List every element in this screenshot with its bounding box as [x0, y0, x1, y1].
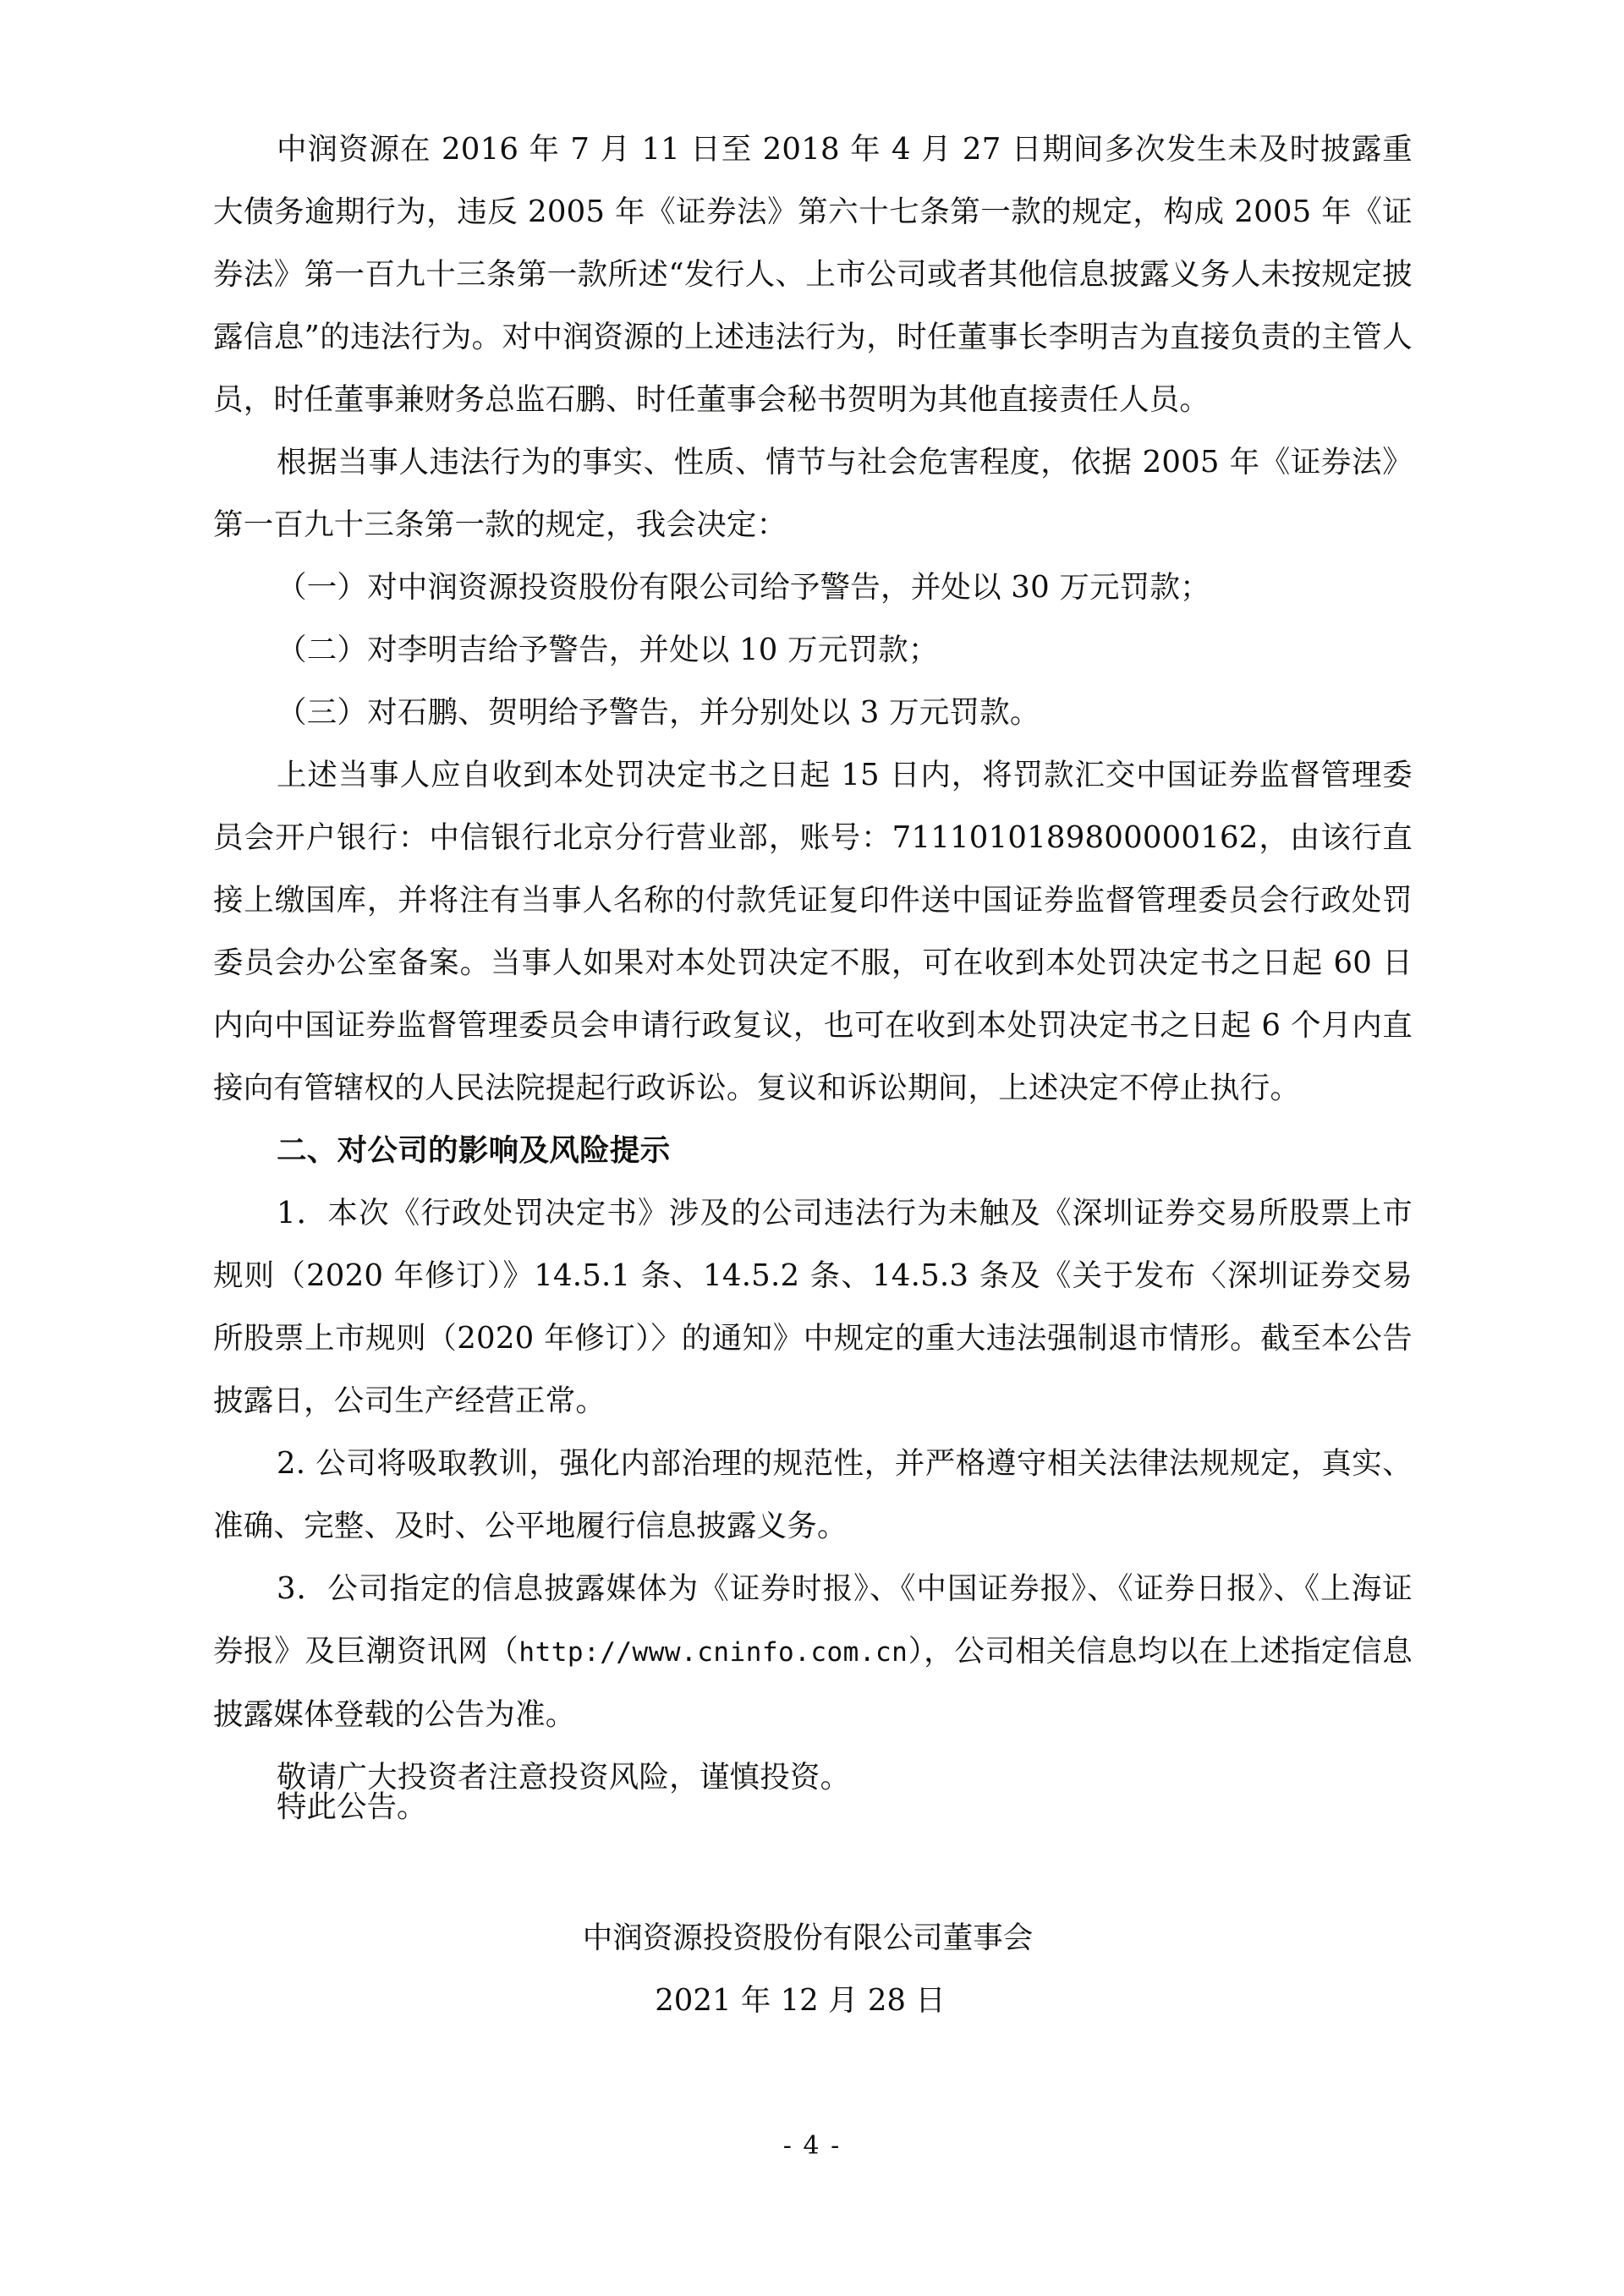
investor-risk-notice: 敬请广大投资者注意投资风险，谨慎投资。: [277, 1760, 851, 1795]
impact-item-2: 2. 公司将吸取教训，强化内部治理的规范性，并严格遵守相关法律法规规定，真实、准确、完整、及时、公平地履行信息披露义务。: [213, 1446, 1413, 1543]
paragraph-payment-and-appeal: 上述当事人应自收到本处罚决定书之日起 15 日内，将罚款汇交中国证券监督管理委员会开户银行：中信银行北京分行营业部，账号：7111010189800000162，由该行直接上缴国库，并将注有当事人名称的付款凭证复印件送中国证券监督管理委员会行政处罚委员会办公室备案。当事人如果对本处罚决定不服，可在收到本处罚决定书之日起 60 日内向中国证券监督管理委员会申请行政复议，也可在收到本处罚决定书之日起 6 个月内直接向有管辖权的人民法院提起行政诉讼。复议和诉讼期间，上述决定不停止执行。: [213, 758, 1413, 1105]
impact-item-3: [213, 1558, 1413, 1746]
page-number: - 4 -: [782, 2131, 842, 2161]
penalty-item-2: （二）对李明吉给予警告，并处以 10 万元罚款；: [277, 633, 939, 667]
cninfo-url: http://www.cninfo.com.cn: [518, 1637, 908, 1668]
impact-item-1: 1．本次《行政处罚决定书》涉及的公司违法行为未触及《深圳证券交易所股票上市规则（2020 年修订）》14.5.1 条、14.5.2 条、14.5.3 条及《关于发布〈深圳证券交易所股票上市规则（2020 年修订）〉的通知》中规定的重大违法强制退市情形。截至本公告披露日，公司生产经营正常。: [213, 1196, 1413, 1418]
media-item-prefix: 3．公司指定的信息披露媒体为《证券时报》、《中国证券报》、《证券日报》、《上海证券报》及巨潮资讯网（: [213, 1571, 1413, 1669]
penalty-item-1: （一）对中润资源投资股份有限公司给予警告，并处以 30 万元罚款；: [277, 570, 1210, 605]
document-body: [213, 118, 1413, 1809]
paragraph-violation-facts: 中润资源在 2016 年 7 月 11 日至 2018 年 4 月 27 日期间多次发生未及时披露重大债务逾期行为，违反 2005 年《证券法》第六十七条第一款的规定，构成 2005 年《证券法》第一百九十三条第一款所述“发行人、上市公司或者其他信息披露义务人未按规定披露信息”的违法行为。对中润资源的上述违法行为，时任董事长李明吉为直接负责的主管人员，时任董事兼财务总监石鹏、时任董事会秘书贺明为其他直接责任人员。: [213, 132, 1413, 417]
media-item-suffix: ），公司相关信息均以在上述指定信息披露媒体登载的公告为准。: [213, 1634, 1413, 1732]
signature-company: 中润资源投资股份有限公司董事会: [582, 1921, 1034, 1955]
section-heading-impact-and-risk: 二、对公司的影响及风险提示: [277, 1133, 671, 1168]
signature-date: 2021 年 12 月 28 日: [655, 1983, 946, 2018]
paragraph-decision-basis: 根据当事人违法行为的事实、性质、情节与社会危害程度，依据 2005 年《证券法》第一百九十三条第一款的规定，我会决定：: [213, 445, 1413, 542]
closing-block: [213, 1776, 1413, 1838]
penalty-item-3: （三）对石鹏、贺明给予警告，并分别处以 3 万元罚款。: [277, 695, 1040, 730]
signature-block: [213, 1907, 1413, 2032]
closing-statement: 特此公告。: [277, 1789, 427, 1824]
